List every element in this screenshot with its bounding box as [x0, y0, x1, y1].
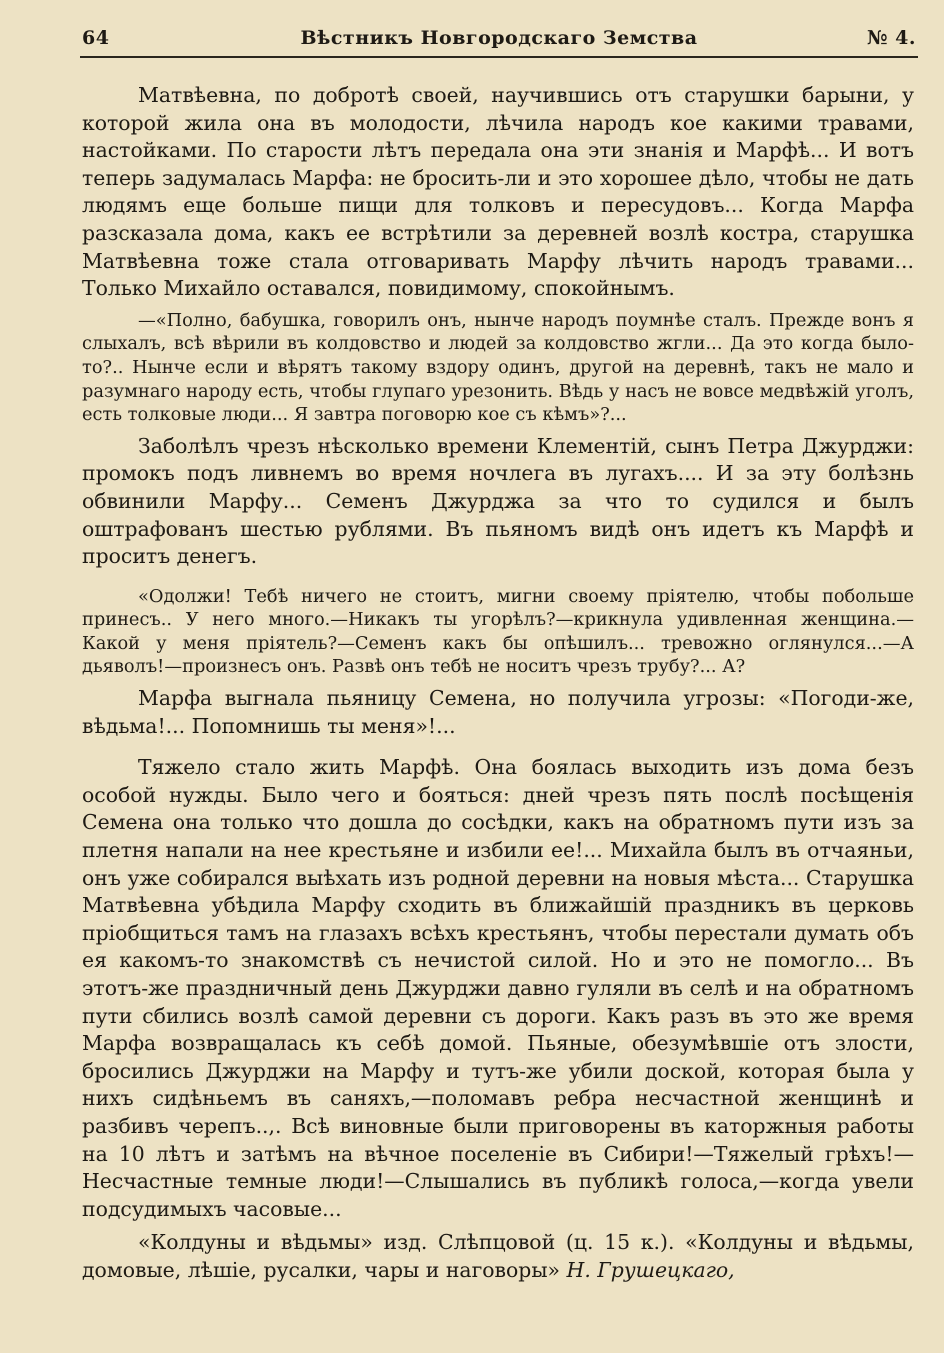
bibliography-text: «Колдуны и вѣдьмы» изд. Слѣпцовой (ц. 15 к.). «Колдуны и вѣдьмы, домовые, лѣшіе, русалки, чары и наговоры» [82, 1230, 914, 1282]
paragraph: Заболѣлъ чрезъ нѣсколько времени Клементій, сынъ Петра Джурджи: промокъ подъ ливнемъ во время ночлега въ лугахъ.... И за эту болѣзнь обвинили Марфу... Семенъ Джурджа за что то судился и былъ оштрафованъ шестью рублями. Въ пьяномъ видѣ онъ идетъ къ Марфѣ и проситъ денегъ. [82, 433, 914, 569]
quote-paragraph: «Одолжи! Тебѣ ничего не стоитъ, мигни своему пріятелю, чтобы побольше принесъ.. У него много.—Никакъ ты угорѣлъ?—крикнула удивленная женщина.—Какой у меня пріятель?—Семенъ какъ бы опѣшилъ... тревожно оглянулся...—А дьяволъ!—произнесъ онъ. Развѣ онъ тебѣ не носитъ чрезъ трубу?... А? [82, 585, 914, 678]
issue-number: № 4. [866, 27, 916, 49]
paragraph: Марфа выгнала пьяницу Семена, но получила угрозы: «Погоди-же, вѣдьма!... Попомнишь ты меня»!... [82, 686, 914, 738]
paragraph: Тяжело стало жить Марфѣ. Она боялась выходить изъ дома безъ особой нужды. Было чего и бояться: дней чрезъ пять послѣ посѣщенія Семена она только что дошла до сосѣдки, какъ на обратномъ пути изъ за плетня напали на нее крестьяне и избили ее!... Михайла былъ въ отчаяньи, онъ уже собирался выѣхать изъ родной деревни на новыя мѣста... Старушка Матвѣевна убѣдила Марфу сходить въ ближайшій праздникъ въ церковь пріобщиться тамъ на глазахъ всѣхъ крестьянъ, чтобы перестали думать объ ея какомъ-то знакомствѣ съ нечистой силой. Но и это не помогло... Въ этотъ-же праздничный день Джурджи давно гуляли въ селѣ и на обратномъ пути сбились возлѣ самой деревни съ дороги. Какъ разъ въ это же время Марфа возвращалась къ себѣ домой. Пьяные, обезумѣвшіе отъ злости, бросились Джурджи на Марфу и тутъ-же убили доской, которая была у нихъ сидѣньемъ въ саняхъ,—поломавъ ребра несчастной женщинѣ и разбивъ черепъ..,. Всѣ виновные были приговорены въ каторжныя работы на 10 лѣтъ и затѣмъ на вѣчное поселеніе въ Сибири!—Тяжелый грѣхъ!—Несчастные темные люди!—Слышались въ публикѣ голоса,—когда увели подсудимыхъ часовые... [82, 755, 914, 1221]
page-header [82, 27, 916, 55]
article-body [82, 82, 914, 1285]
paragraph [82, 1229, 914, 1284]
journal-title: Вѣстникъ Новгородскаго Земства [300, 27, 698, 49]
paragraph: Матвѣевна, по добротѣ своей, научившись отъ старушки барыни, у которой жила она въ молодости, лѣчила народъ кое какими травами, настойками. По старости лѣтъ передала она эти знанія и Марфѣ... И вотъ теперь задумалась Марфа: не бросить-ли и это хорошее дѣло, чтобы не дать людямъ еще больше пищи для толковъ и пересудовъ... Когда Марфа разсказала дома, какъ ее встрѣтили за деревней возлѣ костра, старушка Матвѣевна тоже стала отговаривать Марфу лѣчить народъ травами... Только Михайло оставался, повидимому, спокойнымъ. [82, 83, 914, 301]
page-number: 64 [82, 27, 110, 49]
author-name: Н. Грушецкаго, [566, 1257, 735, 1282]
header-rule [80, 56, 918, 58]
quote-paragraph: —«Полно, бабушка, говорилъ онъ, нынче народъ поумнѣе сталъ. Прежде вонъ я слыхалъ, всѣ вѣрили въ колдовство и людей за колдовство жгли... Да это когда было-то?.. Нынче если и вѣрятъ такому вздору одинъ, другой на деревнѣ, такъ не мало и разумнаго народу есть, чтобы глупаго урезонить. Вѣдь у насъ не вовсе медвѣжій уголъ, есть толковые люди... Я завтра поговорю кое съ кѣмъ»?... [82, 309, 914, 426]
